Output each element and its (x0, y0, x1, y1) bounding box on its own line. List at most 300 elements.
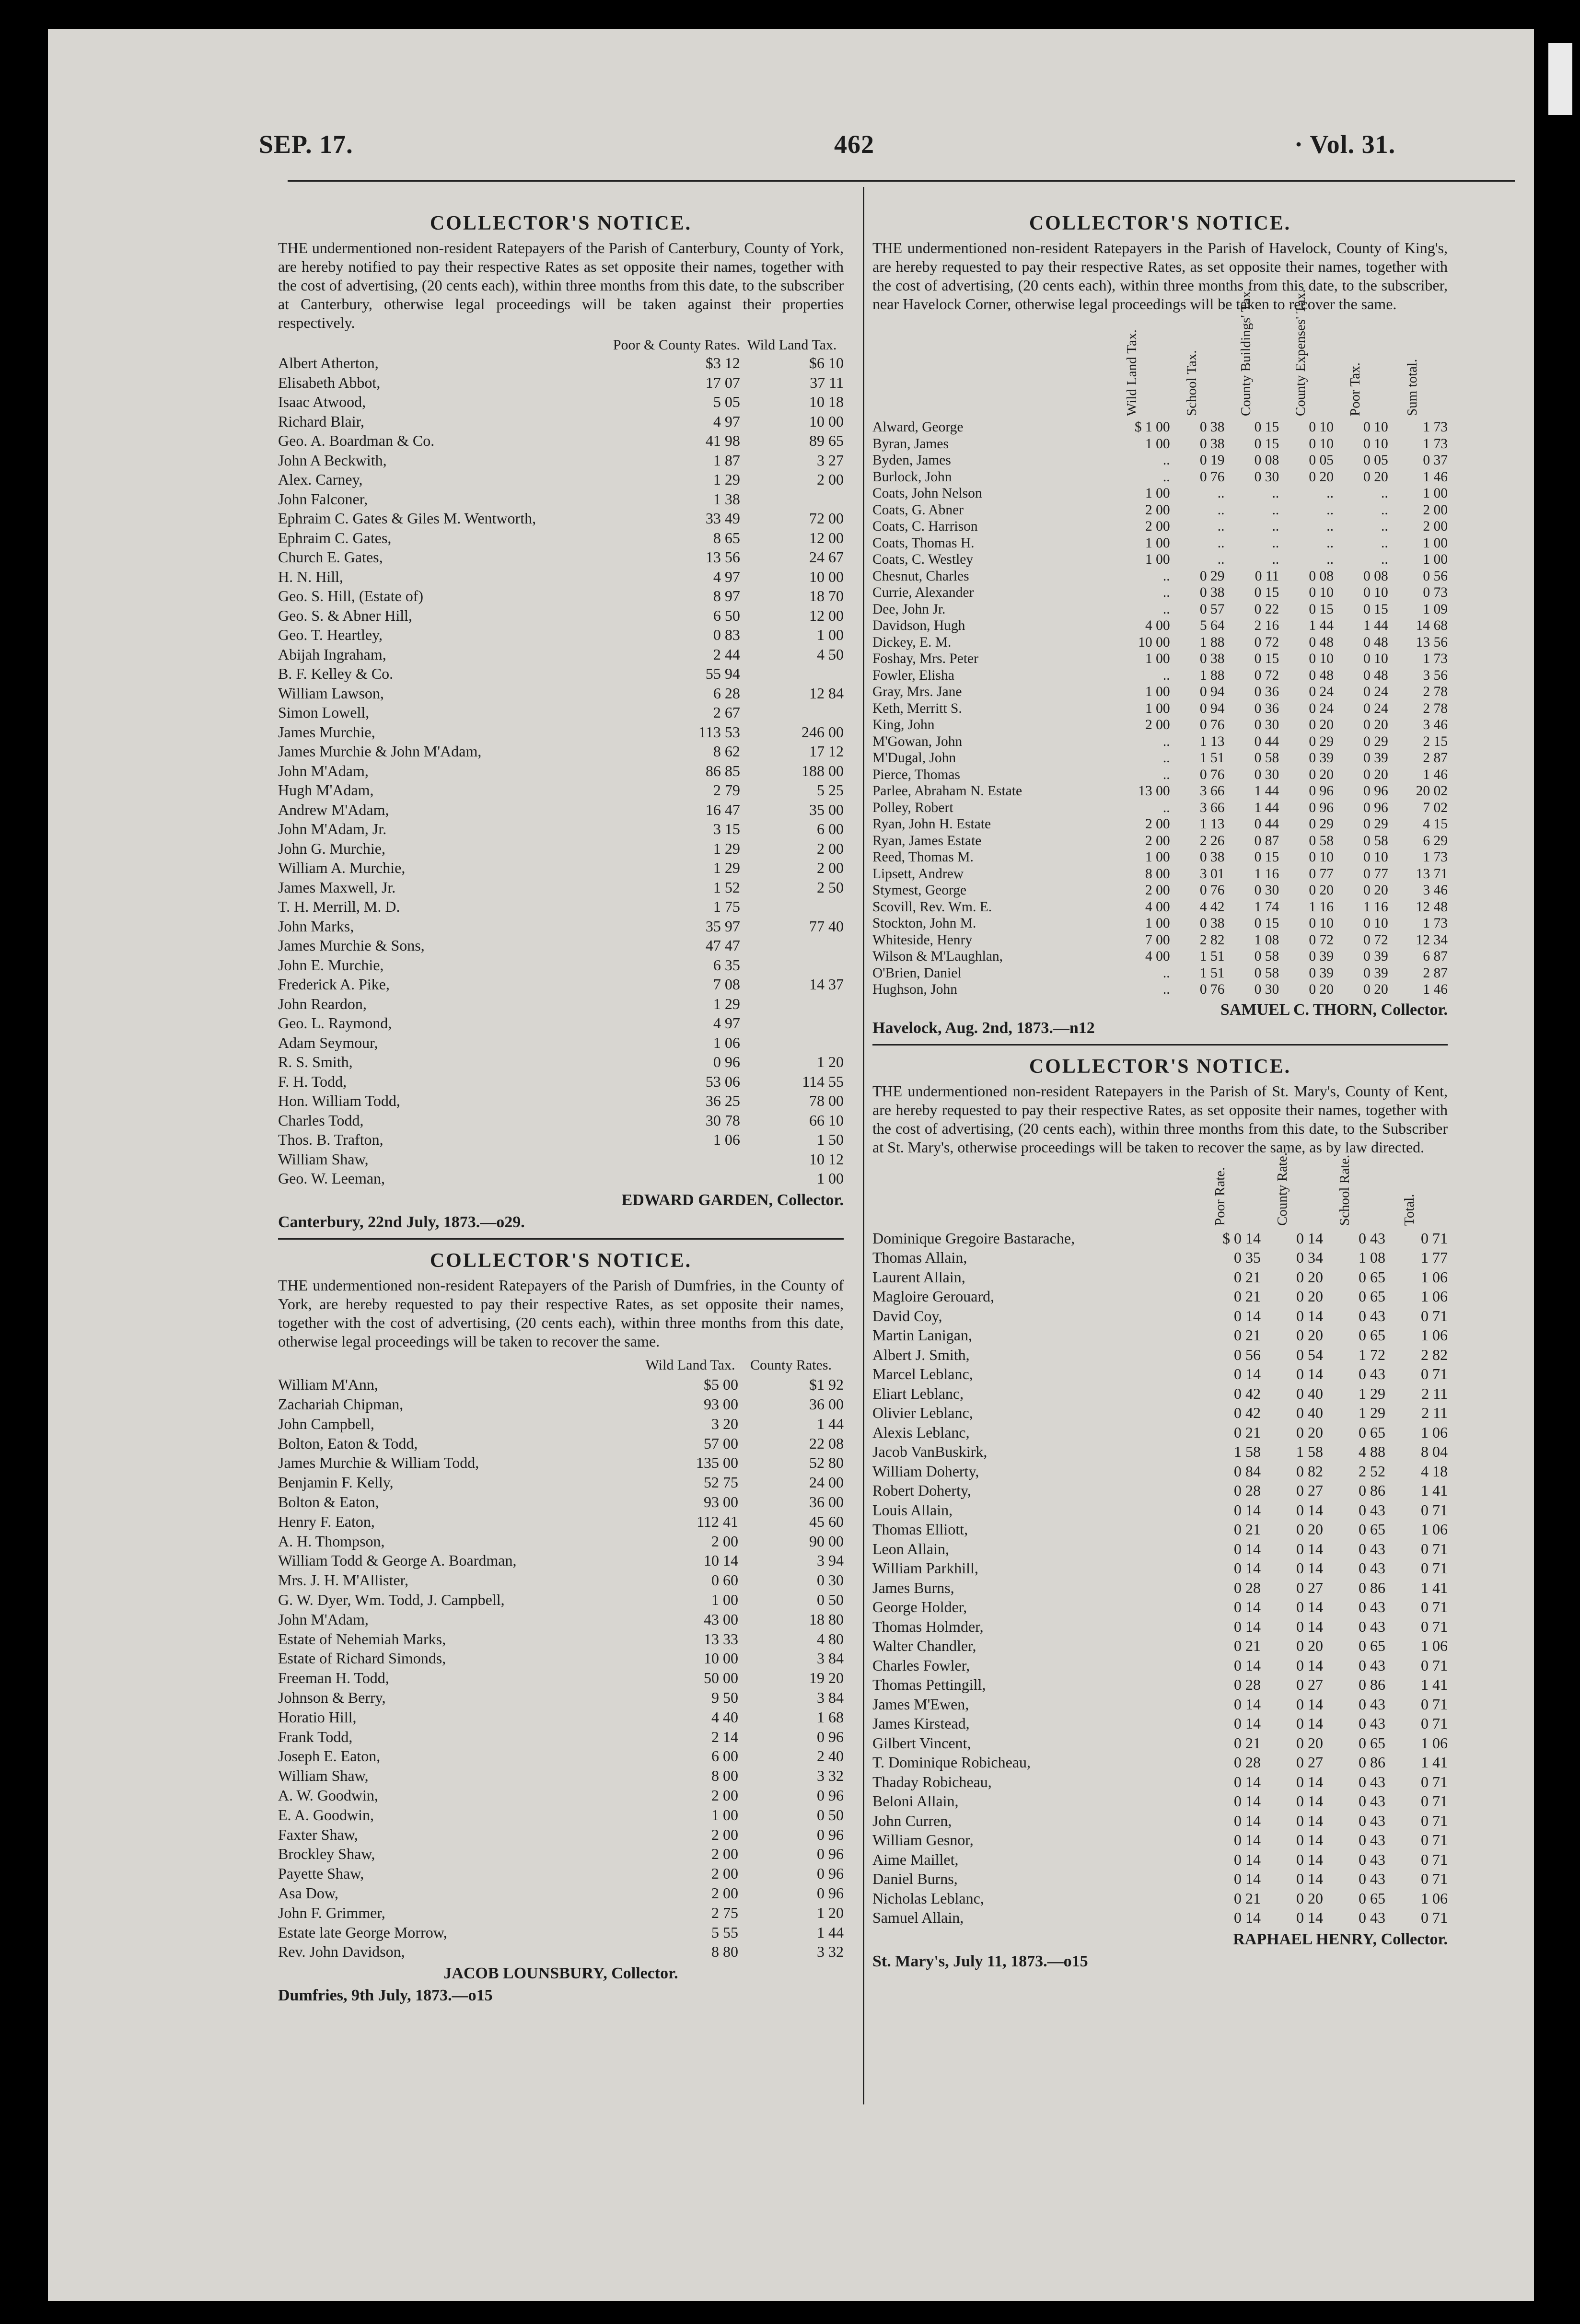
table-row (872, 1889, 1448, 1908)
amount-cell: 3 56 (1423, 667, 1448, 683)
amount-cell: 36 00 (809, 1395, 844, 1413)
amount-cell: .. (1326, 519, 1334, 534)
amount-cell: 4 97 (713, 568, 740, 585)
amount-cell: 1 06 (1421, 1288, 1448, 1305)
ratepayer-name: John M'Adam, (278, 1610, 369, 1628)
amount-cell: 3 27 (817, 451, 844, 469)
amount-cell: 0 15 (1254, 916, 1279, 931)
table-row (278, 936, 844, 955)
amount-cell: 10 12 (809, 1150, 844, 1168)
amount-cell: 20 02 (1416, 783, 1448, 799)
amount-cell: 0 20 (1363, 767, 1388, 782)
amount-cell: 1 44 (817, 1415, 844, 1432)
amount-cell: 0 14 (1296, 1909, 1323, 1926)
amount-cell: 0 30 (1254, 767, 1279, 782)
amount-cell: 0 20 (1296, 1288, 1323, 1305)
ratepayer-name: Thomas Pettingill, (872, 1676, 986, 1693)
amount-cell: .. (1381, 502, 1388, 518)
amount-cell: 0 20 (1363, 717, 1388, 732)
column-header: County Buildings' Tax. (1238, 288, 1254, 416)
amount-cell: 0 96 (817, 1865, 844, 1882)
amount-cell: 41 98 (705, 432, 740, 449)
amount-cell: 2 50 (817, 878, 844, 896)
amount-cell: 16 47 (705, 801, 740, 818)
amount-cell: .. (1162, 585, 1170, 600)
amount-cell: 18 80 (809, 1610, 844, 1628)
table-row (278, 1708, 844, 1727)
table-row (278, 353, 844, 373)
table-row (872, 485, 1448, 502)
amount-cell: 1 00 (1145, 849, 1170, 865)
ratepayer-name: Benjamin F. Kelly, (278, 1474, 394, 1491)
amount-cell: 1 41 (1421, 1754, 1448, 1771)
table-row (872, 833, 1448, 849)
table-row (872, 915, 1448, 932)
amount-cell: 0 14 (1296, 1695, 1323, 1713)
amount-cell: 0 14 (1296, 1831, 1323, 1848)
amount-cell: 0 27 (1296, 1579, 1323, 1596)
amount-cell: 0 20 (1309, 982, 1334, 997)
amount-cell: 1 00 (1423, 552, 1448, 567)
amount-cell: 0 48 (1363, 634, 1388, 650)
table-row (278, 1492, 844, 1512)
ratepayer-name: William A. Murchie, (278, 859, 406, 876)
ratepayer-name: Foshay, Mrs. Peter (872, 651, 978, 666)
amount-cell: 1 29 (1359, 1384, 1385, 1402)
amount-cell: .. (1162, 800, 1170, 815)
table-row (872, 1345, 1448, 1365)
amount-cell: 0 65 (1359, 1734, 1385, 1752)
amount-cell: 0 48 (1309, 667, 1334, 683)
amount-cell: 13 56 (1416, 634, 1448, 650)
amount-cell: 0 76 (1199, 767, 1225, 782)
ratepayer-name: Ryan, John H. Estate (872, 816, 991, 832)
table-row (872, 617, 1448, 634)
amount-cell: 3 84 (817, 1650, 844, 1667)
table-row (278, 528, 844, 548)
table-row (872, 1791, 1448, 1811)
table-row (872, 634, 1448, 651)
column-header: Poor & County Rates. (613, 337, 740, 353)
amount-cell: 0 38 (1199, 916, 1225, 931)
amount-cell: 52 75 (704, 1474, 738, 1491)
table-row (872, 1695, 1448, 1714)
amount-cell: 0 14 (1234, 1695, 1261, 1713)
amount-cell: 1 00 (711, 1591, 738, 1609)
amount-cell: 0 14 (1296, 1559, 1323, 1577)
amount-cell: 0 24 (1363, 700, 1388, 716)
amount-cell: 52 80 (809, 1454, 844, 1472)
amount-cell: 0 96 (817, 1884, 844, 1902)
amount-cell: 37 11 (810, 373, 844, 391)
amount-cell: 0 58 (1309, 833, 1334, 848)
amount-cell (740, 489, 844, 509)
amount-cell: 2 00 (817, 471, 844, 488)
amount-cell: 13 56 (705, 548, 740, 566)
amount-cell: 0 27 (1296, 1676, 1323, 1693)
amount-cell: 0 86 (1359, 1754, 1385, 1771)
ratepayer-name: Adam Seymour, (278, 1034, 378, 1051)
table-row (872, 518, 1448, 535)
amount-cell: 2 00 (711, 1865, 738, 1882)
table-row (278, 800, 844, 820)
amount-cell: 0 21 (1234, 1423, 1261, 1441)
amount-cell: 0 96 (817, 1787, 844, 1804)
amount-cell: 17 07 (705, 373, 740, 391)
ratepayer-name: Alward, George (872, 419, 964, 435)
column-header: School Rate. (1337, 1154, 1352, 1226)
amount-cell: 0 27 (1296, 1754, 1323, 1771)
table-row (278, 722, 844, 742)
amount-cell: 0 15 (1363, 601, 1388, 617)
section-rule (278, 1238, 844, 1240)
ratepayer-name: William Todd & George A. Boardman, (278, 1552, 517, 1569)
amount-cell: 1 58 (1234, 1443, 1261, 1460)
amount-cell: 14 37 (809, 976, 844, 993)
amount-cell: 6 35 (713, 956, 740, 974)
table-row (872, 651, 1448, 667)
amount-cell: 77 40 (809, 917, 844, 935)
ratepayer-name: Simon Lowell, (278, 704, 370, 721)
ratepayer-name: Estate of Nehemiah Marks, (278, 1630, 446, 1648)
amount-cell: 35 97 (705, 917, 740, 935)
table-row (278, 858, 844, 878)
table-row (872, 1578, 1448, 1598)
ratepayer-name: Hughson, John (872, 982, 958, 997)
ratepayer-name: James Murchie, (278, 723, 375, 741)
ratepayer-name: Brockley Shaw, (278, 1845, 375, 1863)
amount-cell: 0 65 (1359, 1268, 1385, 1286)
amount-cell: 0 21 (1234, 1734, 1261, 1752)
amount-cell: 8 00 (711, 1767, 738, 1785)
amount-cell: 0 82 (1296, 1462, 1323, 1480)
amount-cell: 0 08 (1363, 568, 1388, 584)
table-row (872, 1403, 1448, 1423)
amount-cell: 1 16 (1254, 866, 1279, 882)
amount-cell: 1 52 (713, 878, 740, 896)
amount-cell: 246 00 (802, 723, 844, 741)
amount-cell: 10 00 (1138, 634, 1170, 650)
ratepayer-name: Hon. William Todd, (278, 1092, 400, 1109)
amount-cell: 0 56 (1423, 568, 1448, 584)
column-header: Total. (1402, 1194, 1417, 1226)
table-row (278, 431, 844, 451)
table-row (872, 667, 1448, 684)
amount-cell: 0 20 (1296, 1637, 1323, 1654)
amount-cell: 0 48 (1363, 667, 1388, 683)
amount-cell: 93 00 (704, 1395, 738, 1413)
ratepayer-name: Currie, Alexander (872, 585, 974, 600)
amount-cell: 0 43 (1359, 1870, 1385, 1887)
amount-cell: 0 71 (1421, 1695, 1448, 1713)
amount-cell: .. (1326, 502, 1334, 518)
amount-cell: 0 86 (1359, 1482, 1385, 1499)
amount-cell: 0 71 (1421, 1501, 1448, 1519)
amount-cell: 1 13 (1199, 733, 1225, 749)
stmarys-table (872, 1152, 1448, 1928)
amount-cell: 1 06 (1421, 1521, 1448, 1538)
amount-cell: 0 43 (1359, 1812, 1385, 1829)
table-row (278, 1786, 844, 1805)
table-row (872, 1442, 1448, 1462)
amount-cell: $6 10 (809, 354, 844, 372)
amount-cell: 4 40 (711, 1708, 738, 1726)
amount-cell: 0 42 (1234, 1404, 1261, 1421)
amount-cell: .. (1217, 535, 1225, 551)
table-row (872, 1850, 1448, 1870)
header-rule (288, 180, 1515, 182)
amount-cell: 0 71 (1421, 1909, 1448, 1926)
amount-cell: 0 43 (1359, 1695, 1385, 1713)
amount-cell: 1 46 (1423, 982, 1448, 997)
amount-cell: .. (1162, 667, 1170, 683)
amount-cell: 12 34 (1416, 932, 1448, 948)
table-row (278, 742, 844, 761)
amount-cell: 0 05 (1363, 453, 1388, 468)
amount-cell: 2 11 (1421, 1404, 1448, 1421)
table-row (872, 1617, 1448, 1637)
ratepayer-name: Albert J. Smith, (872, 1346, 970, 1363)
ratepayer-name: Ephraim C. Gates & Giles M. Wentworth, (278, 510, 536, 527)
amount-cell: 0 38 (1199, 849, 1225, 865)
amount-cell: 50 00 (704, 1669, 738, 1687)
amount-cell: 4 00 (1145, 899, 1170, 915)
ratepayer-name: Olivier Leblanc, (872, 1404, 973, 1421)
ratepayer-name: Pierce, Thomas (872, 767, 960, 782)
ratepayer-name: King, John (872, 717, 935, 732)
table-header (872, 318, 1448, 419)
table-row (278, 1903, 844, 1923)
left-column (278, 211, 844, 2005)
amount-cell: 3 46 (1423, 717, 1448, 732)
column-rule (863, 187, 864, 2104)
table-row (872, 783, 1448, 800)
table-row (872, 568, 1448, 585)
amount-cell: 0 65 (1359, 1521, 1385, 1538)
amount-cell: $ 0 14 (1222, 1229, 1261, 1247)
ratepayer-name: Joseph E. Eaton, (278, 1747, 381, 1765)
amount-cell: 0 71 (1421, 1598, 1448, 1615)
amount-cell: .. (1326, 486, 1334, 501)
stmarys-notice (872, 1054, 1448, 1971)
amount-cell: 8 65 (713, 529, 740, 546)
ratepayer-name: John Falconer, (278, 490, 368, 508)
amount-cell: 3 15 (713, 820, 740, 837)
ratepayer-name: H. N. Hill, (278, 568, 343, 585)
amount-cell: 1 06 (1421, 1889, 1448, 1907)
amount-cell: 0 14 (1234, 1870, 1261, 1887)
amount-cell: 1 46 (1423, 469, 1448, 485)
amount-cell: 0 20 (1363, 883, 1388, 898)
table-row (278, 392, 844, 412)
table-body (278, 353, 844, 1188)
amount-cell: 1 16 (1309, 899, 1334, 915)
amount-cell: 0 28 (1234, 1579, 1261, 1596)
ratepayer-name: M'Gowan, John (872, 733, 963, 749)
havelock-notice (872, 211, 1448, 1037)
ratepayer-name: M'Dugal, John (872, 750, 956, 766)
ratepayer-name: Wilson & M'Laughlan, (872, 949, 1003, 964)
amount-cell: 0 30 (1254, 883, 1279, 898)
collector-signature: EDWARD GARDEN, Collector. (621, 1191, 844, 1209)
table-row (278, 917, 844, 936)
amount-cell: 0 19 (1199, 453, 1225, 468)
table-row (872, 866, 1448, 883)
notice-title: COLLECTOR'S NOTICE. (1029, 1055, 1291, 1078)
amount-cell: .. (1217, 519, 1225, 534)
amount-cell: 0 39 (1363, 949, 1388, 964)
table-row (278, 955, 844, 975)
table-row (278, 1434, 844, 1453)
table-row (278, 489, 844, 509)
amount-cell: 0 21 (1234, 1326, 1261, 1344)
ratepayer-name: Charles Fowler, (872, 1656, 970, 1674)
ratepayer-name: Albert Atherton, (278, 354, 379, 372)
amount-cell: 1 06 (1421, 1423, 1448, 1441)
amount-cell: 0 94 (1199, 700, 1225, 716)
amount-cell: 0 43 (1359, 1540, 1385, 1557)
amount-cell: .. (1162, 568, 1170, 584)
table-row (872, 1753, 1448, 1772)
amount-cell: 72 00 (809, 510, 844, 527)
amount-cell: 0 40 (1296, 1404, 1323, 1421)
amount-cell: 1 88 (1199, 667, 1225, 683)
amount-cell: 0 20 (1296, 1423, 1323, 1441)
amount-cell: 1 06 (1421, 1734, 1448, 1752)
ratepayer-name: Dickey, E. M. (872, 634, 952, 650)
ratepayer-name: James Murchie & John M'Adam, (278, 743, 482, 760)
ratepayer-name: John Campbell, (278, 1415, 374, 1432)
table-row (872, 1558, 1448, 1578)
table-row (278, 1414, 844, 1434)
section-rule (872, 1044, 1448, 1046)
amount-cell: 8 00 (1145, 866, 1170, 882)
ratepayer-name: Coats, G. Abner (872, 502, 964, 518)
column-header: School Tax. (1184, 350, 1199, 416)
amount-cell: 22 08 (809, 1434, 844, 1452)
amount-cell: 2 00 (1145, 717, 1170, 732)
table-row (872, 1772, 1448, 1792)
amount-cell: 0 84 (1234, 1462, 1261, 1480)
amount-cell: 1 74 (1254, 899, 1279, 915)
ratepayer-name: William Lawson, (278, 684, 384, 702)
amount-cell: 1 51 (1199, 965, 1225, 981)
column-header: Poor Rate. (1212, 1167, 1228, 1226)
table-row (872, 1520, 1448, 1539)
ratepayer-name: David Coy, (872, 1307, 942, 1325)
amount-cell: 114 55 (802, 1072, 844, 1090)
amount-cell: 1 00 (1145, 700, 1170, 716)
amount-cell: 10 14 (704, 1552, 738, 1569)
right-column (872, 211, 1448, 1971)
amount-cell: 0 96 (1363, 783, 1388, 799)
table-row (278, 1570, 844, 1590)
amount-cell: 0 29 (1363, 733, 1388, 749)
table-row (278, 1033, 844, 1053)
amount-cell: 0 65 (1359, 1637, 1385, 1654)
amount-cell: .. (1272, 519, 1279, 534)
ratepayer-name: Geo. T. Heartley, (278, 626, 383, 643)
amount-cell: 0 71 (1421, 1540, 1448, 1557)
ratepayer-name: Estate of Richard Simonds, (278, 1650, 446, 1667)
amount-cell: 1 73 (1423, 419, 1448, 435)
ratepayer-name: Church E. Gates, (278, 548, 383, 566)
amount-cell: 0 14 (1234, 1850, 1261, 1868)
ratepayer-name: John Marks, (278, 917, 354, 935)
ratepayer-name: Johnson & Berry, (278, 1689, 386, 1707)
amount-cell: 1 75 (713, 898, 740, 915)
table-row (872, 535, 1448, 552)
notice-text: THE undermentioned non-resident Ratepayers in the Parish of Havelock, County of King's, are hereby requested to pay their respective Rates, as set opposite their names, together with the cost of advertising, (20 cents each), within three months from this date, to the subscriber, near Havelock Corner, otherwise legal proceedings will be taken to recover the same. (872, 239, 1448, 313)
amount-cell: 0 14 (1296, 1715, 1323, 1732)
ratepayer-name: Coats, C. Westley (872, 552, 974, 567)
amount-cell: 6 00 (817, 820, 844, 837)
table-row (872, 800, 1448, 816)
ratepayer-name: Robert Doherty, (872, 1482, 971, 1499)
ratepayer-name: Stymest, George (872, 883, 967, 898)
ratepayer-name: William M'Ann, (278, 1376, 378, 1394)
amount-cell: 0 71 (1421, 1365, 1448, 1383)
ratepayer-name: Coats, C. Harrison (872, 519, 978, 534)
ratepayer-name: Ryan, James Estate (872, 833, 982, 848)
amount-cell: 135 00 (696, 1454, 738, 1472)
table-row (872, 1267, 1448, 1287)
amount-cell: 0 42 (1234, 1384, 1261, 1402)
column-header: Sum total. (1404, 359, 1420, 416)
table-row (278, 994, 844, 1014)
amount-cell: 0 71 (1421, 1617, 1448, 1635)
amount-cell: 0 14 (1234, 1617, 1261, 1635)
ratepayer-name: T. Dominique Robicheau, (872, 1754, 1031, 1771)
amount-cell: 0 71 (1421, 1792, 1448, 1810)
ratepayer-name: Reed, Thomas M. (872, 849, 974, 865)
amount-cell: 4 18 (1421, 1462, 1448, 1480)
table-row (872, 436, 1448, 453)
amount-cell: 1 06 (1421, 1637, 1448, 1654)
amount-cell: 1 50 (817, 1131, 844, 1148)
table-row (872, 419, 1448, 436)
table-row (872, 733, 1448, 750)
amount-cell: 1 09 (1423, 601, 1448, 617)
amount-cell: 0 28 (1234, 1676, 1261, 1693)
amount-cell: 0 96 (1309, 800, 1334, 815)
ratepayer-name: Geo. L. Raymond, (278, 1014, 392, 1032)
amount-cell: 0 14 (1234, 1307, 1261, 1325)
ratepayer-name: Bolton, Eaton & Todd, (278, 1434, 418, 1452)
page-number: 462 (834, 130, 874, 159)
ratepayer-name: Byden, James (872, 453, 951, 468)
amount-cell: 2 00 (817, 859, 844, 876)
amount-cell: 2 00 (1145, 816, 1170, 832)
amount-cell: 8 62 (713, 743, 740, 760)
amount-cell: 0 28 (1234, 1754, 1261, 1771)
table-row (872, 1656, 1448, 1675)
amount-cell: 1 44 (1254, 783, 1279, 799)
amount-cell: 0 58 (1254, 965, 1279, 981)
amount-cell: 0 48 (1309, 634, 1334, 650)
volume-label: · Vol. 31. (1294, 130, 1396, 159)
table-row (278, 1091, 844, 1111)
amount-cell: 0 14 (1234, 1773, 1261, 1790)
table-row (872, 1675, 1448, 1695)
amount-cell: 1 20 (817, 1053, 844, 1070)
amount-cell: 1 44 (1363, 618, 1388, 633)
amount-cell: 0 96 (1309, 783, 1334, 799)
amount-cell: 0 24 (1363, 684, 1388, 699)
amount-cell: 53 06 (705, 1072, 740, 1090)
table-row (278, 470, 844, 489)
table-row (278, 1688, 844, 1708)
